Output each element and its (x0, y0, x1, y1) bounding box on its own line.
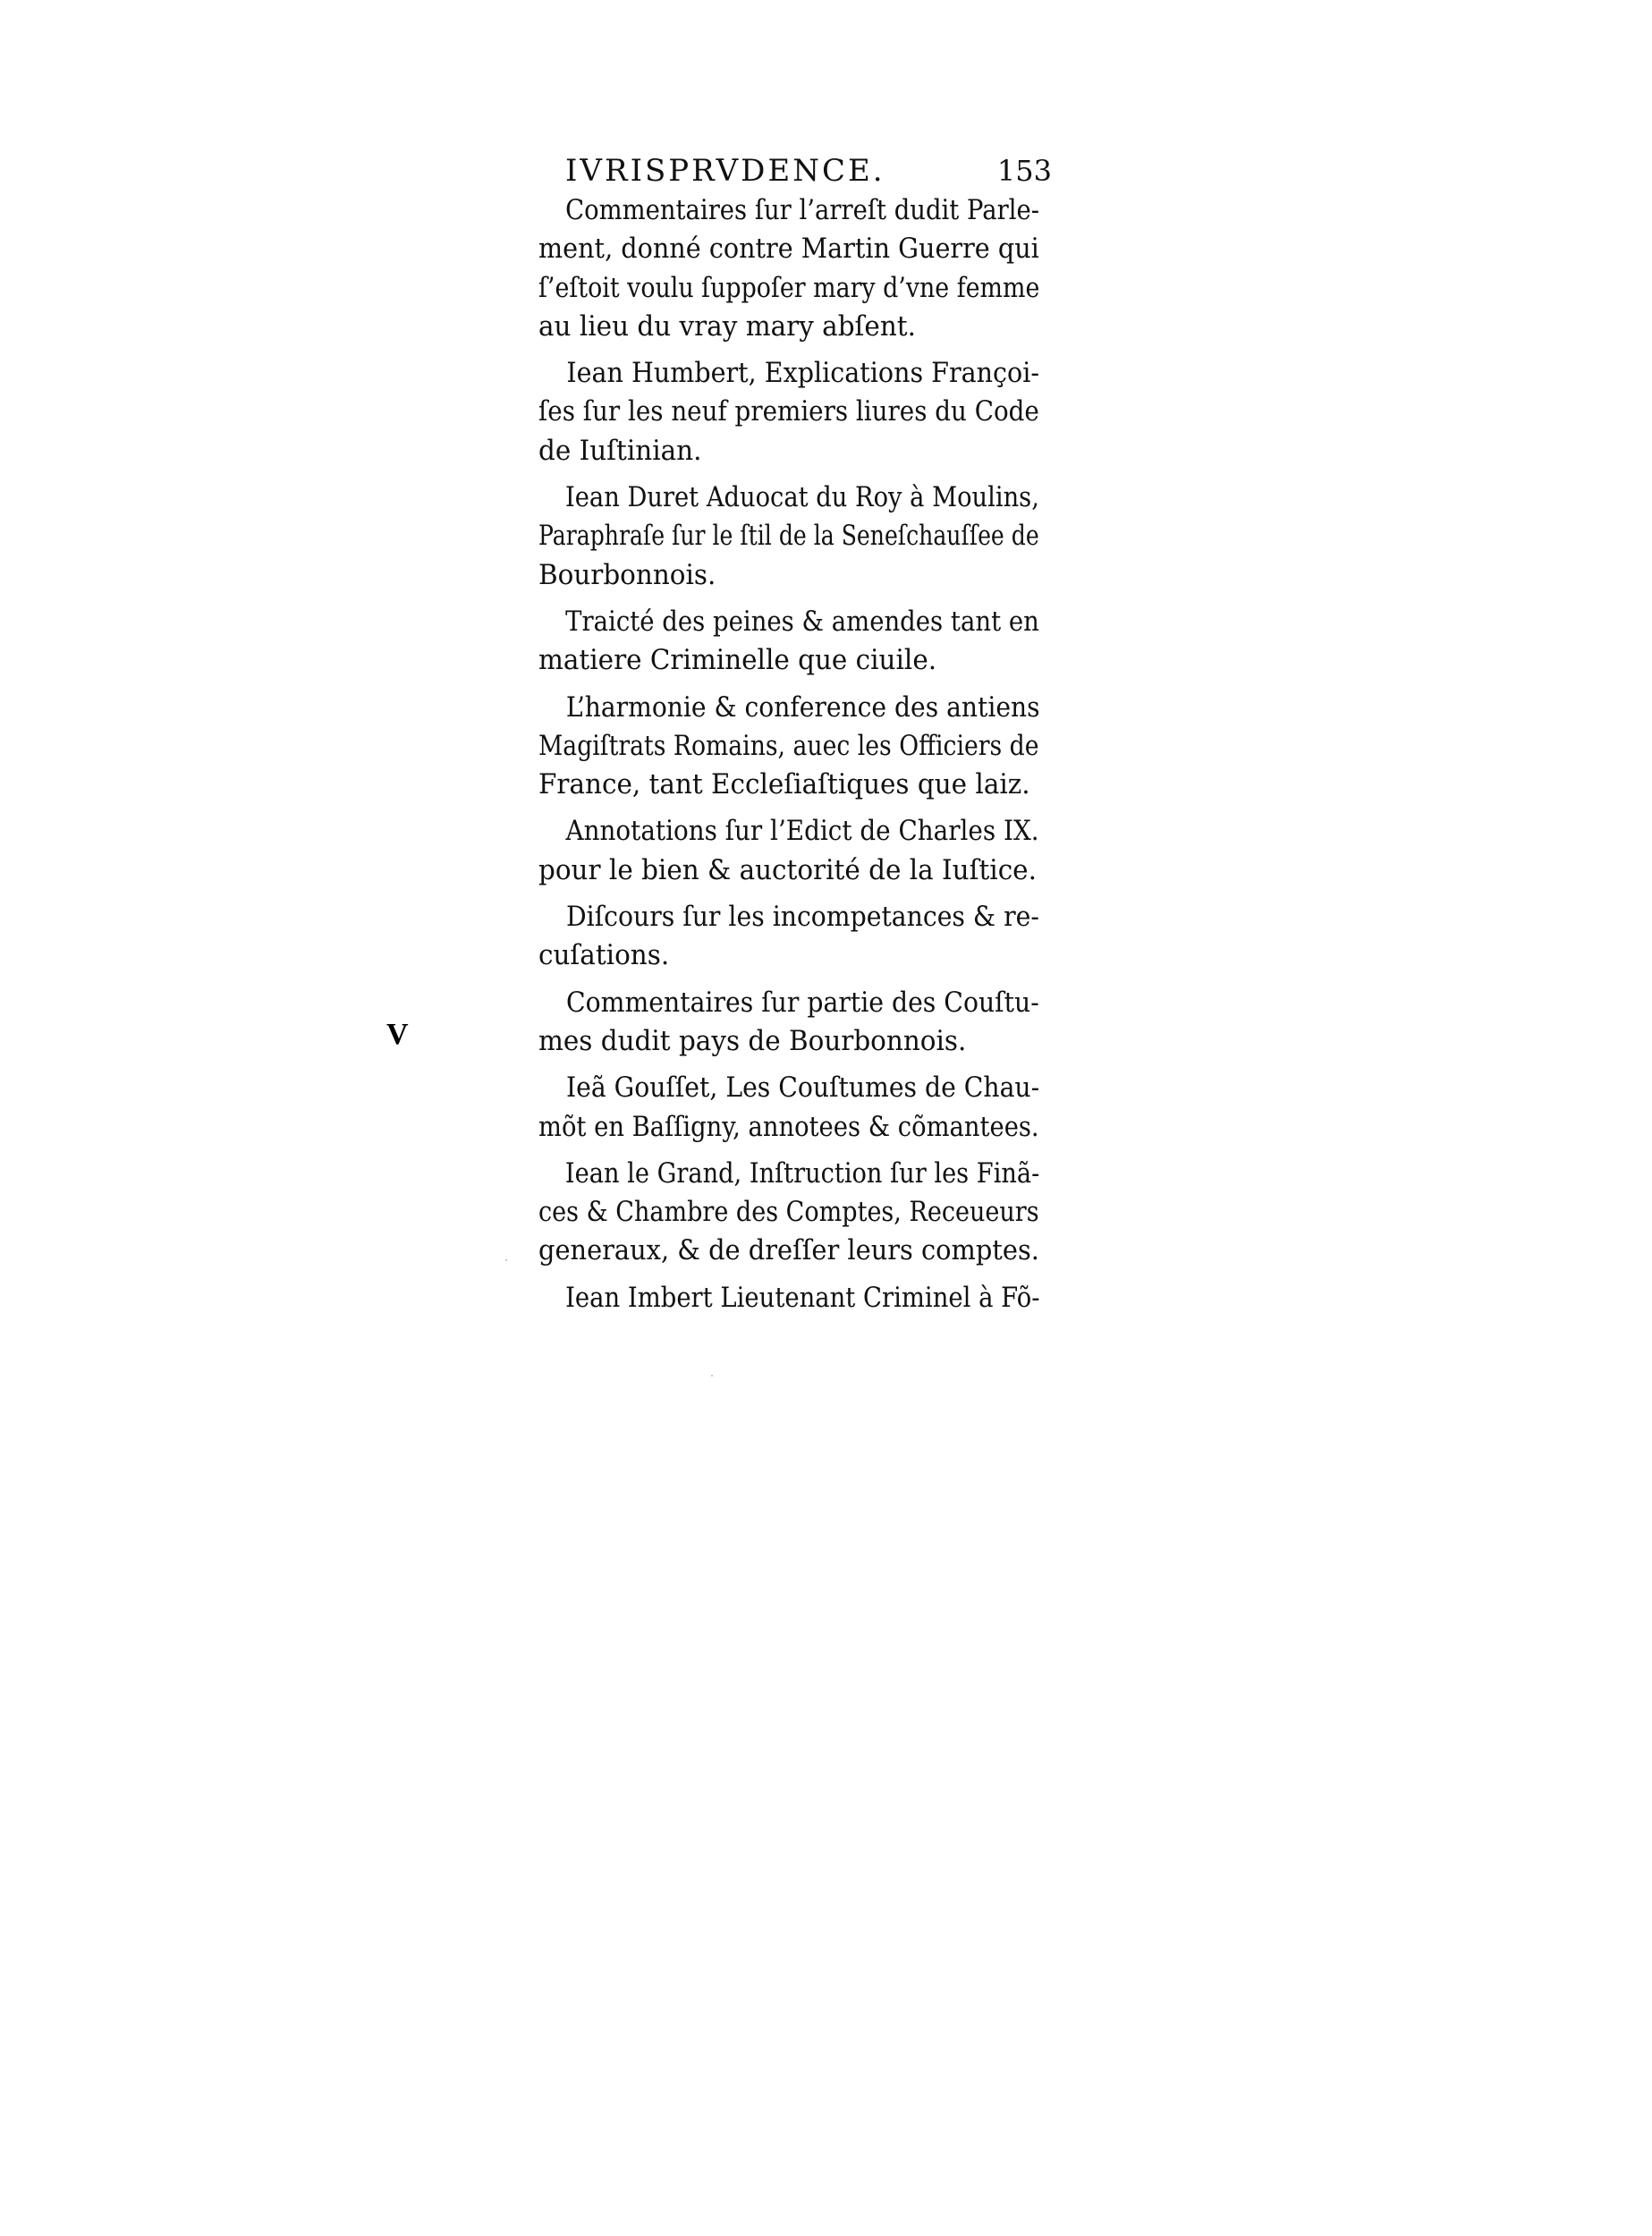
text-line: Iean le Grand, Inſtruction ſur les Finã- (564, 1156, 1040, 1190)
bibliography-entry (538, 191, 1066, 346)
bibliography-entry (538, 1279, 1066, 1317)
paper-speck (505, 1259, 507, 1261)
bibliography-entry (538, 689, 1066, 805)
text-line: Iean Imbert Lieutenant Criminel à Fõ- (565, 1281, 1040, 1314)
text-line: au lieu du vray mary abſent. (538, 309, 916, 343)
text-line: Paraphraſe ſur le ſtil de la Seneſchauſſee de (538, 520, 1039, 553)
text-line: matiere Criminelle que ciuile. (538, 644, 937, 677)
text-line: mõt en Baſſigny, annotees & cõmantees. (538, 1110, 1039, 1143)
text-line: ſes ſur les neuf premiers liures du Code (538, 395, 1039, 428)
text-line: L’harmonie & conference des antiens (565, 690, 1040, 724)
page-number: 153 (996, 154, 1052, 188)
text-line: cuſations. (538, 939, 670, 972)
paper-speck (711, 1375, 713, 1376)
bibliography-entry (538, 1069, 1066, 1147)
text-line: Iean Duret Aduocat du Roy à Moulins, (564, 481, 1039, 514)
text-line: mes dudit pays de Bourbonnois. (538, 1024, 967, 1057)
bibliography-entry (538, 479, 1066, 595)
text-line: ſ’eſtoit voulu ſuppoſer mary d’vne femme (538, 271, 1040, 304)
bibliography-entry (538, 603, 1066, 681)
catchword-signature: V (386, 1018, 409, 1051)
text-line: ces & Chambre des Comptes, Receueurs (538, 1196, 1039, 1229)
page-header (538, 150, 1066, 191)
text-line: generaux, & de dreſſer leurs comptes. (538, 1234, 1039, 1267)
bibliography-entry (538, 898, 1066, 976)
bibliography-entry (538, 354, 1066, 470)
bibliography-entry (538, 812, 1066, 890)
text-line: Magiſtrats Romains, auec les Officiers de (538, 729, 1039, 762)
text-line: Commentaires ſur l’arreſt dudit Parle- (565, 194, 1040, 226)
bibliography-entries (538, 191, 1066, 1317)
text-line: Commentaires ſur partie des Couſtu- (566, 986, 1039, 1019)
text-line: de Iuſtinian. (538, 434, 702, 467)
text-column (538, 150, 1066, 1326)
text-line: Bourbonnois. (538, 558, 716, 591)
running-title: IVRISPRVDENCE. (565, 153, 885, 189)
text-line: Diſcours ſur les incompetances & re- (566, 901, 1039, 934)
text-line: ment, donné contre Martin Guerre qui (538, 233, 1039, 266)
text-line: Traicté des peines & amendes tant en (565, 605, 1039, 638)
text-line: pour le bien & auctorité de la Iuſtice. (538, 853, 1037, 886)
bibliography-entry (538, 1155, 1066, 1271)
text-line: Iean Humbert, Explications Françoi- (566, 357, 1040, 390)
text-line: France, tant Eccleſiaſtiques que laiz. (538, 768, 1030, 801)
text-line: Ieã Gouſſet, Les Couſtumes de Chau- (565, 1071, 1040, 1105)
bibliography-entry (538, 984, 1066, 1062)
text-line: Annotations ſur l’Edict de Charles IX. (565, 815, 1039, 848)
